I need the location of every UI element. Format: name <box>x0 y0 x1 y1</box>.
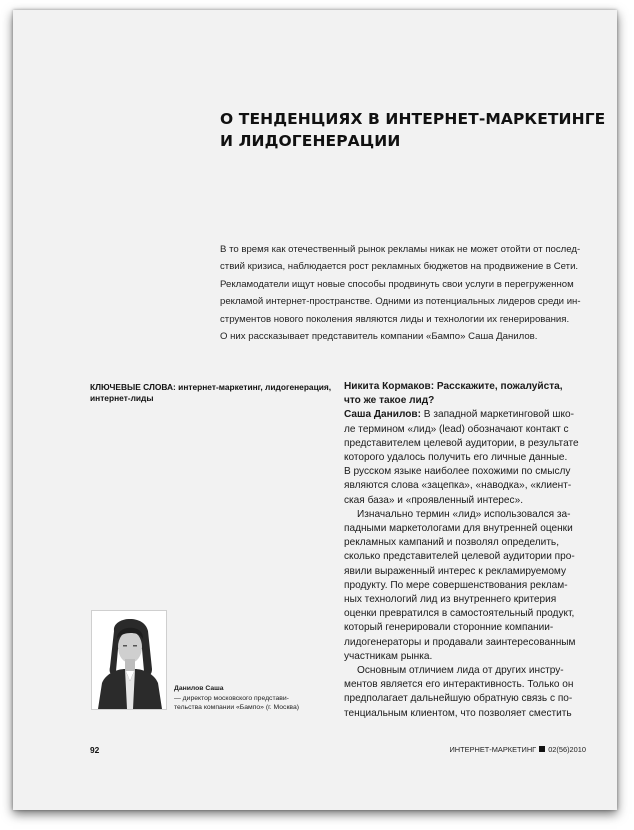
paragraph-start: Основным отличием лида от других инстру- <box>357 665 564 677</box>
lead-line: рекламой интернет-пространстве. Одними из потенциальных лидеров среди ин- <box>220 296 581 308</box>
lead-line: ствий кризиса, наблюдается рост рекламных бюджетов на продвижение в Сети. <box>220 261 579 273</box>
body-line: ская база» и «проявленный интерес». <box>344 494 524 506</box>
body-line: тенциальным клиентом, что позволяет сместить <box>344 707 572 719</box>
body-line: лидогенераторы и продавали заинтересованным <box>344 636 576 648</box>
body-line: которого удалось получить его личные данные. <box>344 452 568 464</box>
title-line: И ЛИДОГЕНЕРАЦИИ <box>220 132 401 150</box>
body-line: являются слова «зацепка», «наводка», «клиент- <box>344 480 572 492</box>
answer-text: В западной маркетинговой шко- <box>420 409 574 421</box>
paragraph-start: Изначально термин «лид» использовался за- <box>357 508 571 520</box>
keywords <box>90 382 330 404</box>
answer-first-line <box>344 408 606 422</box>
lead-line: В то время как отечественный рынок рекламы никак не может отойти от послед- <box>220 244 581 255</box>
body-line: ле термином «лид» (lead) обозначают контакт с <box>344 423 569 435</box>
portrait-illustration <box>92 611 166 709</box>
keywords-line: КЛЮЧЕВЫЕ СЛОВА: интернет-маркетинг, лидогенерация, <box>90 382 332 392</box>
article-title <box>220 108 606 152</box>
body-line: падными маркетологами для внутренней оценки <box>344 523 573 535</box>
interview-question: Никита Кормаков: Расскажите, пожалуйста, <box>344 381 563 392</box>
body-line: оценки превратился в самостоятельный продукт, <box>344 608 575 620</box>
answer-speaker: Саша Данилов: <box>344 409 421 421</box>
caption-line: тельства компании «Бампо» (г. Москва) <box>174 704 299 711</box>
body-line: явили выраженный интерес к рекламируемому <box>344 565 567 577</box>
body-line: рекламных кампаний и позволял определить, <box>344 537 559 549</box>
article-lead <box>220 241 600 345</box>
interview-question: что же такое лид? <box>344 395 435 407</box>
body-line: В русском языке наиболее похожими по смыслу <box>344 466 571 478</box>
issue-number: 02(56)2010 <box>548 745 586 754</box>
lead-line: струментов нового поколения являются лиды и технологии их генерирования. <box>220 313 570 325</box>
body-line: сколько представителей целевой аудитории про- <box>344 551 575 563</box>
lead-line: О них рассказывает представитель компании «Бампо» Саша Данилов. <box>220 331 538 343</box>
caption-name: Данилов Саша <box>174 685 224 692</box>
body-line: участникам рынка. <box>344 650 433 662</box>
magazine-page <box>13 10 617 810</box>
page-number: 92 <box>90 745 100 755</box>
author-photo <box>91 610 167 710</box>
body-line: который генерировали сторонние компании- <box>344 622 554 634</box>
magazine-name: ИНТЕРНЕТ-МАРКЕТИНГ <box>449 745 537 754</box>
article-body <box>344 380 606 721</box>
body-line: предполагает дальнейшую обратную связь с по- <box>344 693 573 705</box>
body-line: ментов является его интерактивность. Только он <box>344 679 574 691</box>
body-line: ных технологий лид из внутреннего критерия <box>344 594 557 606</box>
keywords-line: интернет-лиды <box>90 393 154 403</box>
title-line: О ТЕНДЕНЦИЯХ В ИНТЕРНЕТ-МАРКЕТИНГЕ <box>220 110 606 128</box>
caption-role: — директор московского представи- <box>174 694 289 702</box>
body-line: продукту. По мере совершенствования реклам- <box>344 579 568 591</box>
body-line: представителем целевой аудитории, в результате <box>344 437 579 449</box>
lead-line: Рекламодатели ищут новые способы продвинуть свои услуги в перегруженном <box>220 278 574 290</box>
square-bullet-icon <box>539 746 545 752</box>
running-footer <box>450 745 587 754</box>
caption-line <box>174 684 334 703</box>
photo-caption <box>174 684 334 713</box>
